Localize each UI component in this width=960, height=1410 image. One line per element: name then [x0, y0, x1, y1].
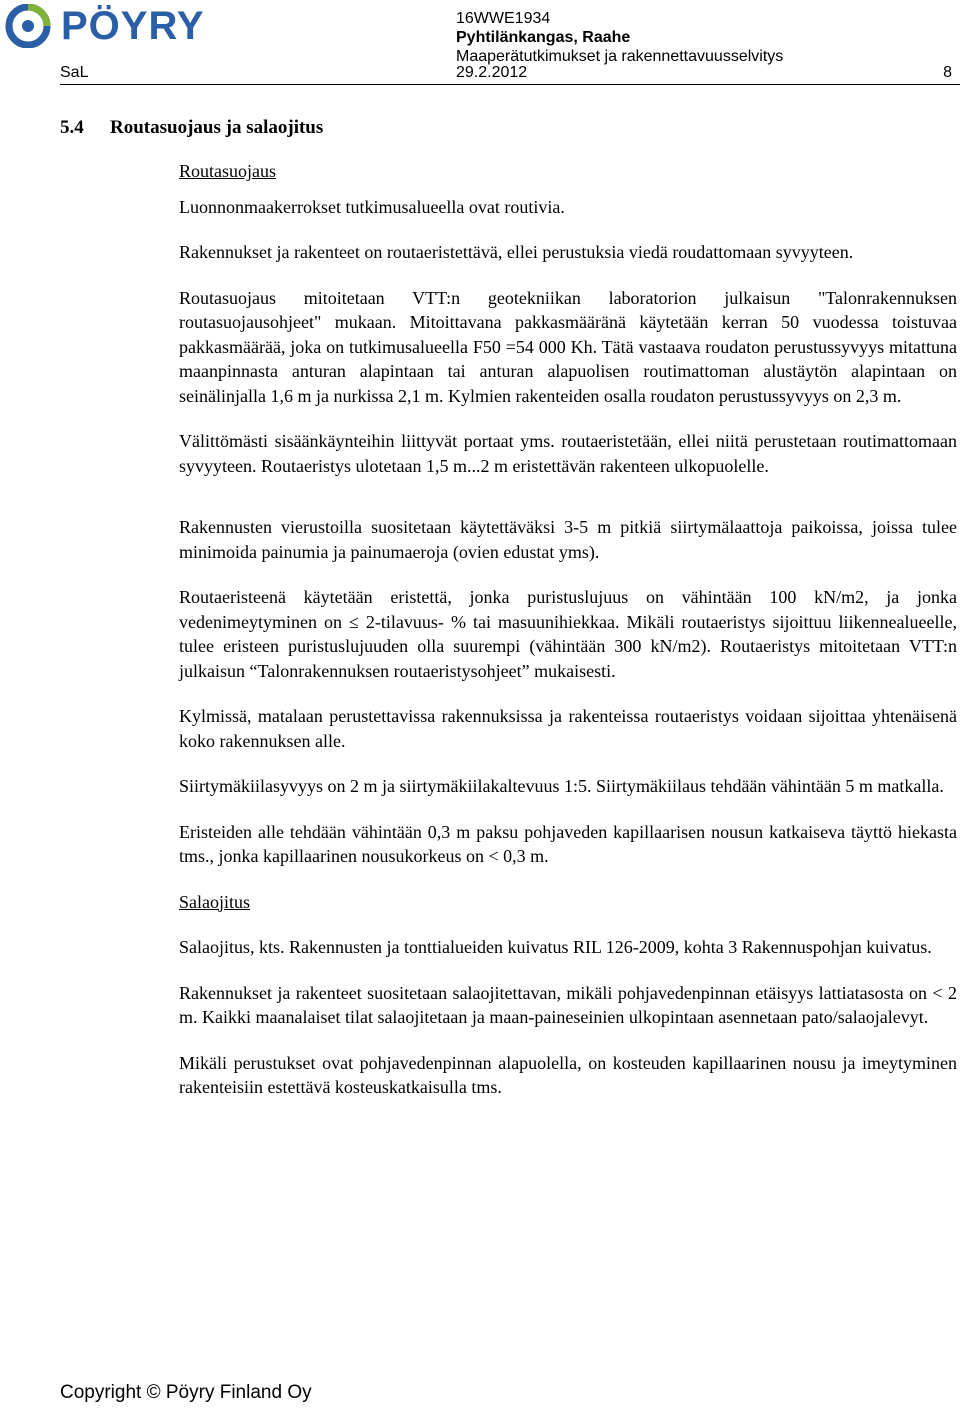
- header-date: 29.2.2012: [456, 64, 528, 81]
- logo-wordmark: PÖYRY: [61, 4, 205, 48]
- footer-copyright: Copyright © Pöyry Finland Oy: [60, 1382, 312, 1403]
- company-logo: [3, 4, 243, 48]
- header-author: SaL: [60, 64, 89, 81]
- section-number: 5.4: [60, 117, 84, 138]
- paragraph: Rakennusten vierustoilla suositetaan käytettäväksi 3-5 m pitkiä siirtymälaattoja paikoissa, joissa tulee minimoida painumia ja painumaeroja (ovien edustat yms).: [179, 517, 957, 562]
- header-divider: [60, 84, 960, 85]
- document-body: [179, 159, 957, 1100]
- project-code: 16WWE1934: [456, 10, 551, 27]
- subheading-routasuojaus: Routasuojaus: [179, 161, 276, 181]
- report-title: Maaperätutkimukset ja rakennettavuusselvitys: [456, 48, 784, 65]
- paragraph: Kylmissä, matalaan perustettavissa rakennuksissa ja rakenteissa routaeristys voidaan sijoittaa yhtenäisenä koko rakennuksen alle.: [179, 706, 957, 751]
- paragraph: Rakennukset ja rakenteet suositetaan salaojitettavan, mikäli pohjavedenpinnan etäisyys lattiatasosta on < 2 m. Kaikki maanalaiset tilat salaojitetaan ja maan-paineseinien ulkopintaan asennetaan pato/salaojalevyt.: [179, 982, 957, 1027]
- paragraph: Luonnonmaakerrokset tutkimusalueella ovat routivia.: [179, 196, 565, 217]
- paragraph: Välittömästi sisäänkäynteihin liittyvät portaat yms. routaeristetään, ellei niitä perustetaan routimattomaan syvyyteen. Routaeristys ulotetaan 1,5 m...2 m eristettävän rakenteen ulkopuolelle.: [179, 431, 957, 476]
- paragraph: Mikäli perustukset ovat pohjavedenpinnan alapuolella, on kosteuden kapillaarinen nousu ja imeytyminen rakenteisiin estettävä kosteuskatkaisulla tms.: [179, 1052, 957, 1097]
- paragraph: Routaeristeenä käytetään eristettä, jonka puristuslujuus on vähintään 100 kN/m2, ja jonka vedenimeytyminen on ≤ 2-tilavuus- % tai masuunihiekkaa. Mikäli routaeristys sijoittuu liikennealueelle, tulee eristeen puristuslujuuden olla suurempi (vähintään 300 kN/m2). Routaeristys mitoitetaan VTT:n julkaisun “Talonrakennuksen routaeristysohjeet” mukaisesti.: [179, 587, 957, 681]
- section-title: Routasuojaus ja salaojitus: [110, 117, 324, 138]
- paragraph: Eristeiden alle tehdään vähintään 0,3 m paksu pohjaveden kapillaarisen nousun katkaiseva täyttö hiekasta tms., jonka kapillaarinen nousukorkeus on < 0,3 m.: [179, 821, 957, 866]
- section-heading: [60, 116, 323, 140]
- page-number: 8: [943, 64, 952, 81]
- project-name: Pyhtilänkangas, Raahe: [456, 29, 631, 46]
- paragraph: Salaojitus, kts. Rakennusten ja tonttialueiden kuivatus RIL 126-2009, kohta 3 Rakennuspohjan kuivatus.: [179, 937, 932, 957]
- logo-mark-icon: [3, 4, 57, 48]
- paragraph: Siirtymäkiilasyvyys on 2 m ja siirtymäkiilakaltevuus 1:5. Siirtymäkiilaus tehdään vähintään 5 m matkalla.: [179, 776, 944, 796]
- subheading-salaojitus: Salaojitus: [179, 891, 250, 912]
- header-project-block: [456, 9, 783, 66]
- paragraph: Routasuojaus mitoitetaan VTT:n geotekniikan laboratorion julkaisun "Talonrakennuksen routasuojausohjeet" mukaan. Mitoittavana pakkasmääränä käytetään kerran 50 vuodessa toistuvaa pakkasmäärää, joka on tutkimusalueella F50 =54 000 Kh. Tätä vastaava roudaton perustussyvyys mitattuna maanpinnasta anturan alapintaan tai anturan alapuolisen routimattoman alustäytön alapintaan on seinälinjalla 1,6 m ja nurkissa 2,1 m. Kylmien rakenteiden osalla roudaton perustussyvyys on 2,3 m.: [179, 287, 957, 406]
- paragraph: Rakennukset ja rakenteet on routaeristettävä, ellei perustuksia viedä roudattomaan syvyyteen.: [179, 242, 854, 262]
